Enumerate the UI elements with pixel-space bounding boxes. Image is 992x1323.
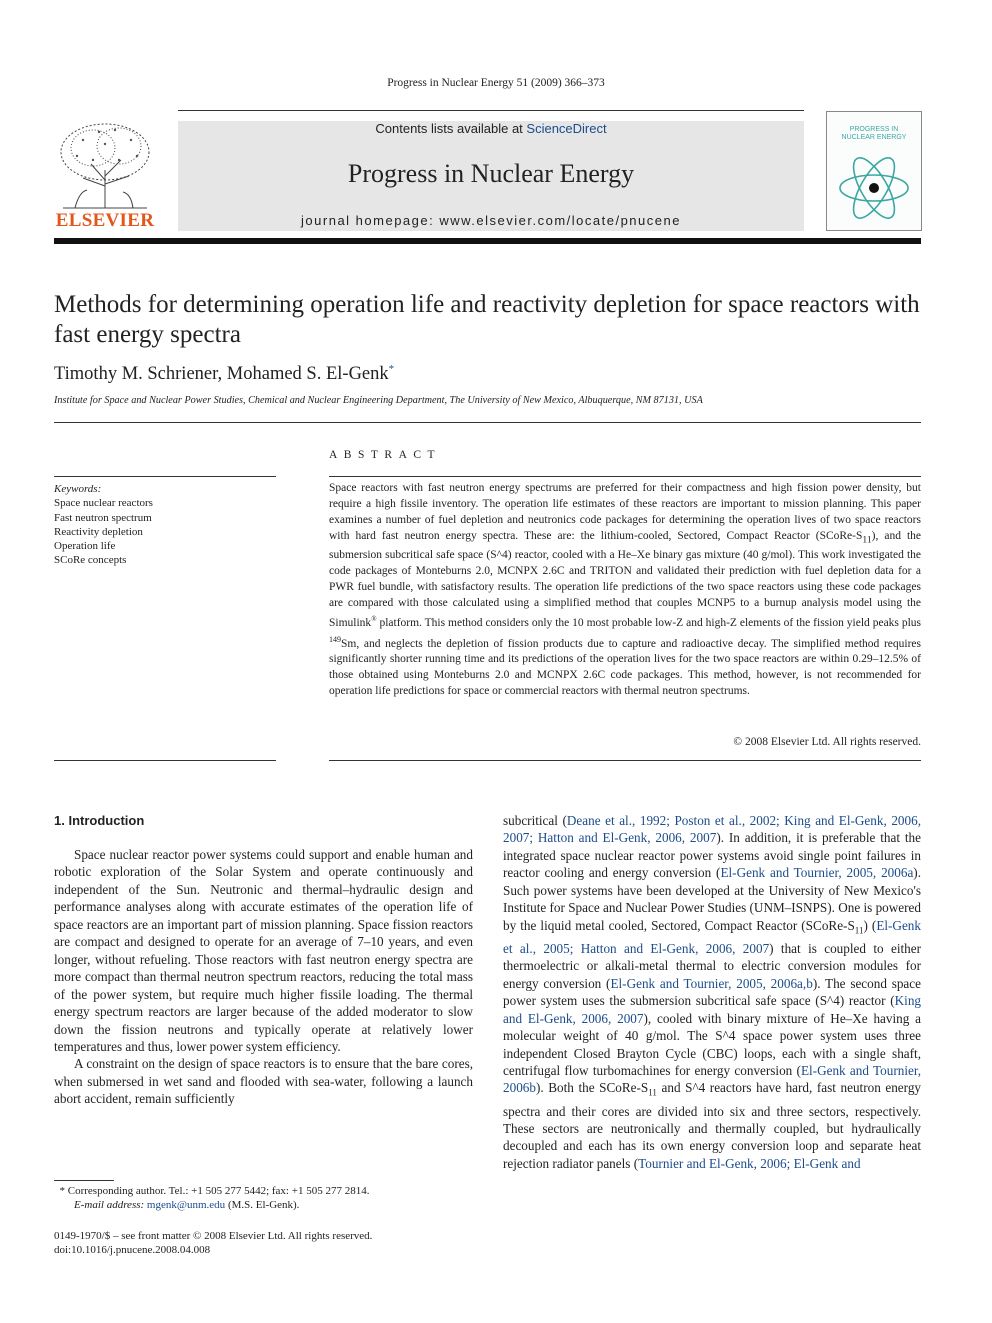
abstract-body bbox=[329, 481, 921, 700]
email-label: E-mail address: bbox=[74, 1199, 147, 1212]
abstract-text-part: Space reactors with fast neutron energy spectrums are preferred for their compactness and high fission power density, but require a high fissile inventory. The operation life estimates of these reactors are important to mission planning. This paper examines a number of fuel depletion and neutronics code packages for determining the operation lives of two space reactors with hard fast neutron energy spectra. These are: the lithium-cooled, Sectored, Compact Reactor (SCoRe-S bbox=[329, 482, 921, 542]
body-text: ). Both the SCoRe-S bbox=[535, 1080, 649, 1096]
atom-icon bbox=[834, 150, 914, 226]
footnote-email-line bbox=[54, 1198, 369, 1212]
abstract-top-rule bbox=[329, 476, 921, 477]
citation-link[interactable]: Tournier and El-Genk, 2006; El-Genk and bbox=[638, 1155, 861, 1171]
body-subscript: 11 bbox=[854, 925, 864, 936]
citation-link[interactable]: Deane et al., 1992; Poston et al., 2002; King and El-Genk, 2006, 2007; Hatton and El-Genk, 2006, 2007 bbox=[503, 813, 922, 846]
footnote-mark: * bbox=[59, 1185, 65, 1197]
journal-citation: Progress in Nuclear Energy 51 (2009) 366–373 bbox=[387, 77, 605, 89]
abstract-copyright: © 2008 Elsevier Ltd. All rights reserved. bbox=[733, 736, 921, 748]
registered-mark: ® bbox=[371, 614, 377, 623]
contents-prefix: Contents lists available at bbox=[375, 121, 527, 136]
citation-link[interactable]: El-Genk and Tournier, 2005, 2006a bbox=[720, 865, 914, 881]
journal-cover[interactable] bbox=[826, 111, 922, 231]
corresponding-author-info: Corresponding author. Tel.: +1 505 277 5442; fax: +1 505 277 2814. bbox=[65, 1185, 370, 1197]
journal-title: Progress in Nuclear Energy bbox=[347, 159, 635, 188]
title-rule bbox=[54, 422, 921, 423]
cover-title-line2: NUCLEAR ENERGY bbox=[841, 134, 907, 141]
abstract-bottom-rule bbox=[329, 760, 921, 761]
keyword-item: Space nuclear reactors bbox=[54, 497, 153, 510]
citation-link[interactable]: El-Genk and Tournier, 2005, 2006a,b bbox=[610, 975, 813, 991]
keywords-heading: Keywords: bbox=[54, 483, 102, 495]
front-matter bbox=[54, 1229, 372, 1258]
keywords-top-rule bbox=[54, 476, 276, 477]
citation-link[interactable]: El-Genk and Tournier, 2006b bbox=[503, 1062, 921, 1096]
authors bbox=[54, 363, 394, 385]
elsevier-logo[interactable] bbox=[53, 120, 157, 232]
keyword-item: Fast neutron spectrum bbox=[54, 511, 152, 524]
abstract-subscript: 11 bbox=[862, 534, 872, 546]
abstract-text-part: Sm, and neglects the depletion of fission products due to capture and radioactive decay. The simplified method requires significantly shorter running time and its predictions of the operation lives for the two space reactors are within 0.29–12.5% of those obtained using Monteburns 2.0 and MCNPX 2.6C code packages. This method, however, is not recommended for operation life predictions for space or commercial reactors with thermal neutron spectrums. bbox=[329, 637, 921, 698]
affiliation: Institute for Space and Nuclear Power Studies, Chemical and Nuclear Engineering Department, The University of New Mexico, Albuquerque, NM 87131, USA bbox=[54, 395, 703, 406]
body-text: ), cooled with binary mixture of He–Xe having a molecular weight of 40 g/mol. The S^4 space power system uses three independent Closed Brayton Cycle (CBC) loops, each with a single shaft, centrifugal flow turbomachines for energy conversion ( bbox=[503, 1010, 921, 1078]
corresponding-author-mark[interactable]: * bbox=[388, 363, 395, 375]
doi-line[interactable]: doi:10.1016/j.pnucene.2008.04.008 bbox=[54, 1244, 211, 1257]
intro-paragraph: A constraint on the design of space reactors is to ensure that the bare cores, when submersed in wet sand and flooded with sea-water, following a launch abort accident, remain sufficiently bbox=[54, 1056, 473, 1107]
header-thick-rule bbox=[54, 238, 921, 244]
body-column-right bbox=[503, 812, 921, 1172]
citation-link[interactable]: King and El-Genk, 2006, 2007 bbox=[503, 993, 921, 1026]
cover-title-line1: PROGRESS IN bbox=[849, 126, 899, 133]
issn-line: 0149-1970/$ – see front matter © 2008 Elsevier Ltd. All rights reserved. bbox=[54, 1230, 373, 1242]
citation-link[interactable]: El-Genk et al., 2005; Hatton and El-Genk, 2006, 2007 bbox=[503, 917, 921, 956]
intro-paragraph-continued bbox=[503, 812, 921, 1172]
keywords-block bbox=[54, 482, 153, 568]
sciencedirect-link[interactable]: ScienceDirect bbox=[526, 121, 607, 136]
homepage-url[interactable]: www.elsevier.com/locate/pnucene bbox=[439, 213, 681, 228]
body-column-left bbox=[54, 846, 473, 1108]
body-subscript: 11 bbox=[648, 1088, 657, 1099]
journal-banner bbox=[178, 121, 804, 231]
body-text: and S^4 reactors have hard, fast neutron energy spectra and their cores are divided into six and three sectors, respectively. These sectors are neutronically and thermally coupled, but hydraulically decoupled and each has its own energy conversion loop and separate heat rejection radiator panels ( bbox=[503, 1080, 922, 1171]
footnote-rule bbox=[54, 1180, 114, 1181]
homepage-line bbox=[178, 213, 804, 228]
body-text: ) that is coupled to either thermoelectric or alkali-metal thermal to electric conversion modules for energy conversion ( bbox=[503, 940, 921, 991]
email-suffix: (M.S. El-Genk). bbox=[225, 1199, 300, 1212]
body-text: ) ( bbox=[863, 917, 877, 933]
header-rule bbox=[178, 110, 804, 111]
cover-title bbox=[827, 126, 921, 142]
keywords-bottom-rule bbox=[54, 760, 276, 761]
intro-paragraph: Space nuclear reactor power systems could support and enable human and robotic exploration of the Solar System and operate continuously and independent of the Sun. Neutronic and thermal–hydraulic design and performance analyses along with accurate estimates of the operation life of space reactors are an important part of mission planning. Space fission reactors are compact and designed to operate for an average of 7–10 years, and even longer, without refueling. Those reactors with fast neutron energy spectra are more compact than thermal neutron spectrum reactors, reducing the total mass of the power system, but require much higher fissile loading. The thermal energy spectrum reactors are larger because of the added moderator to slow down the fission neutrons and typically operate at relatively lower temperatures and thus, lower power system efficiency. bbox=[54, 847, 473, 1054]
abstract-heading: ABSTRACT bbox=[329, 449, 442, 461]
keyword-item: SCoRe concepts bbox=[54, 554, 127, 567]
body-text: ). In addition, it is preferable that the integrated space nuclear reactor power systems avoid single point failures in reactor cooling and energy conversion ( bbox=[503, 830, 921, 881]
body-text: ). The second space power system uses the submersion subcritical safe space (S^4) reactor ( bbox=[503, 975, 921, 1009]
keyword-item: Reactivity depletion bbox=[54, 525, 143, 538]
body-text: ). Such power systems have been developed at the University of New Mexico's Institute for Space and Nuclear Power Studies (UNM–ISNPS). One is powered by the liquid metal cooled, Sectored, Compact Reactor (SCoRe-S bbox=[503, 865, 921, 933]
homepage-prefix: journal homepage: bbox=[301, 213, 440, 228]
section-heading-introduction: 1. Introduction bbox=[54, 813, 145, 828]
keyword-item: Operation life bbox=[54, 540, 116, 553]
footnote bbox=[54, 1184, 369, 1213]
body-text: subcritical ( bbox=[503, 813, 567, 828]
elsevier-tree-icon bbox=[53, 120, 157, 210]
abstract-text-part: platform. This method considers only the 10 most probable low-Z and high-Z elements of the fission yield peaks plus bbox=[376, 616, 921, 629]
article-title: Methods for determining operation life and reactivity depletion for space reactors with fast energy spectra bbox=[54, 291, 920, 348]
publisher-name: ELSEVIER bbox=[55, 210, 155, 231]
abstract-text-part: ), and the submersion subcritical safe space (S^4) reactor, cooled with a He–Xe binary gas mixture (40 g/mol). This work investigated the code packages of Monteburns 2.0, MCNPX 2.6C and TRITON and validated their prediction with fuel depletion data for a PWR fuel bundle, with satisfactory results. The operation life predictions of the two space reactors using these code packages are compared with those calculated using a simplified method that couples MCNP5 to a burnup analysis model using the Simulink bbox=[329, 529, 921, 629]
email-link[interactable]: mgenk@unm.edu bbox=[146, 1199, 226, 1212]
abstract-superscript: 149 bbox=[329, 634, 341, 644]
footnote-line bbox=[54, 1184, 369, 1198]
contents-line bbox=[178, 121, 804, 136]
author-names: Timothy M. Schriener, Mohamed S. El-Genk bbox=[54, 364, 389, 385]
